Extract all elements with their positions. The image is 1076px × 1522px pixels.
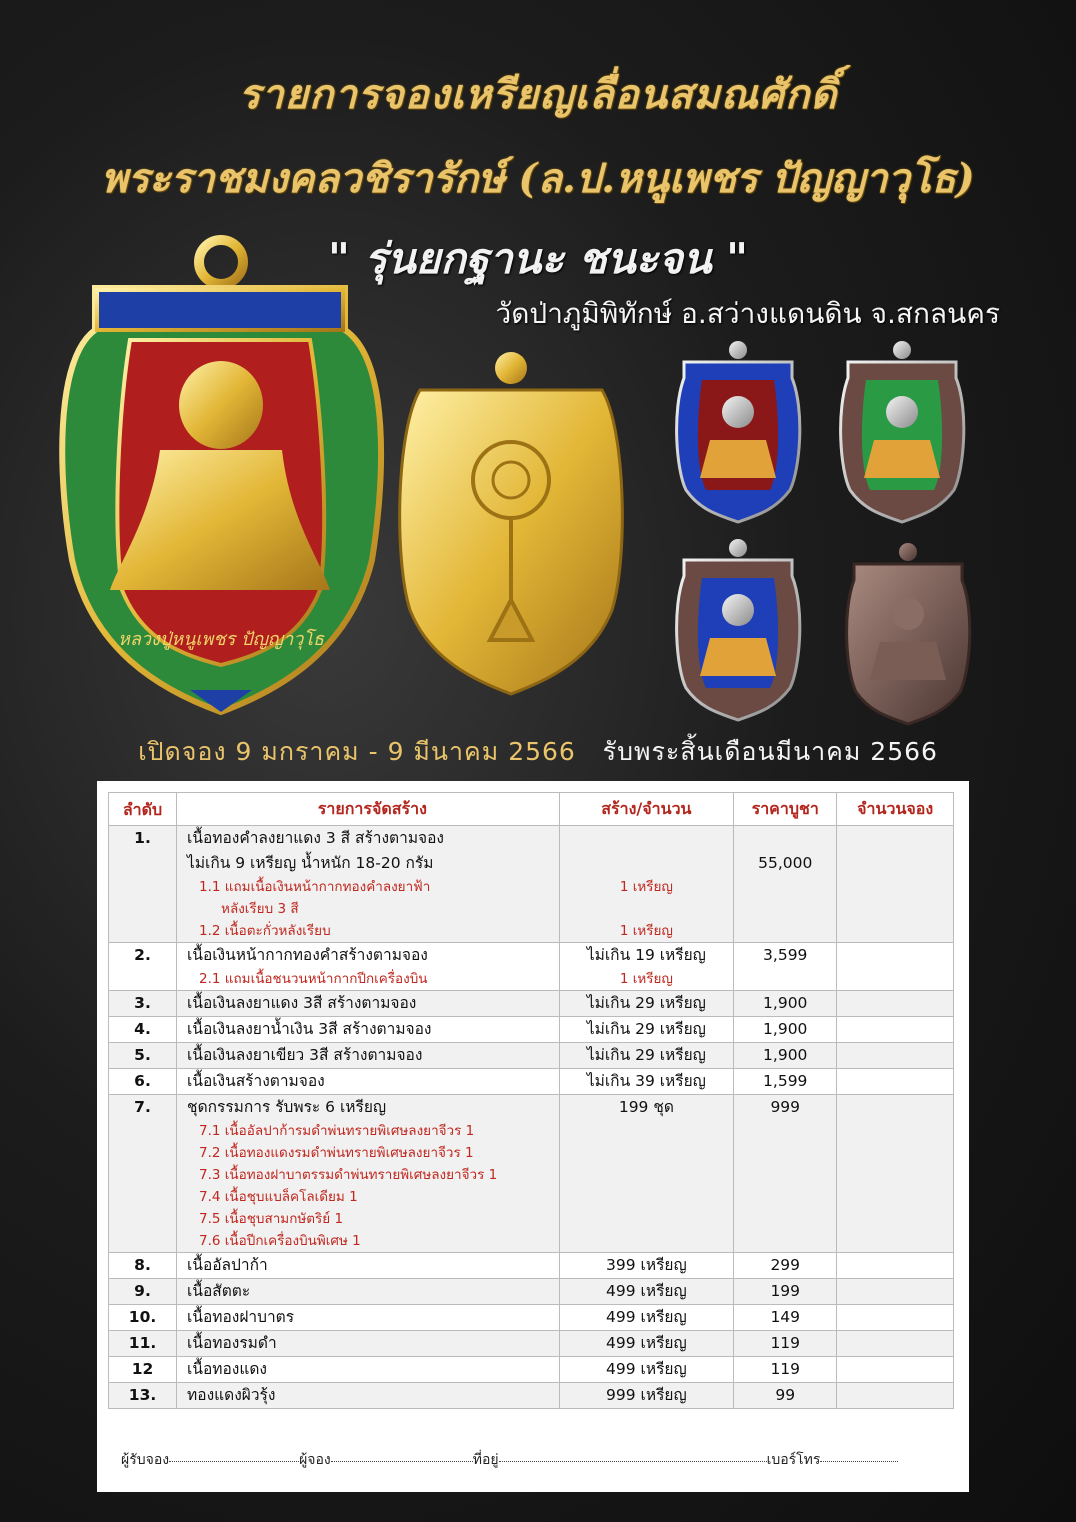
table-row	[109, 1357, 954, 1383]
sub-item: 2.1 แถมเนื้อชนวนหน้ากากปีกเครื่องบิน	[199, 971, 428, 987]
table-row	[109, 991, 954, 1017]
row-item	[177, 1043, 560, 1069]
item-text: ทองแดงผิวรุ้ง	[187, 1386, 276, 1404]
item-text: เนื้อทองรมดำ	[187, 1334, 277, 1352]
row-no: 10.	[109, 1305, 177, 1331]
order-table-panel	[97, 781, 969, 1492]
row-item	[177, 1357, 560, 1383]
booking-cell[interactable]	[837, 826, 954, 943]
item-text: เนื้อทองฝาบาตร	[187, 1308, 295, 1326]
address-field[interactable]	[499, 1449, 767, 1462]
price-value: 199	[770, 1282, 801, 1300]
item-text: เนื้อเงินลงยาน้ำเงิน 3สี สร้างตามจอง	[187, 1020, 432, 1038]
item-text: เนื้อเงินหน้ากากทองคำสร้างตามจอง	[187, 946, 428, 964]
table-row	[109, 1253, 954, 1279]
item-text-2: ไม่เกิน 9 เหรียญ น้ำหนัก 18-20 กรัม	[187, 854, 434, 872]
booker-field[interactable]	[331, 1449, 473, 1462]
price-value: 1,900	[763, 1046, 808, 1064]
medal-inscription: หลวงปู่หนูเพชร ปัญญาวุโธ	[118, 629, 324, 650]
booking-cell[interactable]	[837, 1043, 954, 1069]
item-text: เนื้อสัตตะ	[187, 1282, 251, 1300]
price-value: 3,599	[763, 946, 808, 964]
price-value: 149	[770, 1308, 801, 1326]
address-label: ที่อยู่	[472, 1452, 499, 1468]
row-price	[734, 1069, 837, 1095]
qty-value: ไม่เกิน 29 เหรียญ	[586, 994, 706, 1012]
booking-cell[interactable]	[837, 1069, 954, 1095]
table-row	[109, 1383, 954, 1409]
sub-item: หลังเรียบ 3 สี	[221, 901, 299, 917]
sub-qty: 1 เหรียญ	[619, 923, 673, 939]
small-medal-blue-2	[677, 539, 800, 720]
price-value: 299	[770, 1256, 801, 1274]
booking-cell[interactable]	[837, 1017, 954, 1043]
sub-qty: 1 เหรียญ	[619, 879, 673, 895]
row-price	[734, 1043, 837, 1069]
row-no: 8.	[109, 1253, 177, 1279]
row-item	[177, 1069, 560, 1095]
table-row	[109, 1305, 954, 1331]
booking-cell[interactable]	[837, 943, 954, 991]
booker-label: ผู้จอง	[299, 1452, 331, 1468]
header-no: ลำดับ	[109, 793, 177, 826]
temple-name: วัดป่าภูมิพิทักษ์ อ.สว่างแดนดิน จ.สกลนคร	[495, 297, 1000, 330]
header-price: ราคาบูชา	[734, 793, 837, 826]
sub-qty: 1 เหรียญ	[619, 971, 673, 987]
sub-item: 7.3 เนื้อทองฝาบาตรรมดำพ่นทรายพิเศษลงยาจีวร 1	[199, 1167, 498, 1183]
price-value: 1,900	[763, 1020, 808, 1038]
qty-value: 199 ชุด	[618, 1098, 674, 1116]
booking-cell[interactable]	[837, 1383, 954, 1409]
table-row	[109, 1043, 954, 1069]
item-text: เนื้อเงินลงยาเขียว 3สี สร้างตามจอง	[187, 1046, 423, 1064]
receive-date: รับพระสิ้นเดือนมีนาคม 2566	[602, 737, 938, 766]
qty-value: ไม่เกิน 39 เหรียญ	[586, 1072, 706, 1090]
row-price	[734, 1253, 837, 1279]
sub-item: 7.5 เนื้อชุบสามกษัตริย์ 1	[199, 1211, 344, 1227]
small-medal-green	[841, 341, 964, 522]
header-booking: จำนวนจอง	[837, 793, 954, 826]
table-row	[109, 1279, 954, 1305]
row-no: 12	[109, 1357, 177, 1383]
row-item	[177, 1095, 560, 1253]
sub-item: 7.4 เนื้อชุบแบล็คโลเดียม 1	[199, 1189, 358, 1205]
row-no: 2.	[109, 943, 177, 991]
item-text: เนื้อเงินสร้างตามจอง	[187, 1072, 325, 1090]
row-item	[177, 1331, 560, 1357]
item-text: เนื้อทองแดง	[187, 1360, 267, 1378]
row-no: 3.	[109, 991, 177, 1017]
booking-dates	[0, 732, 1076, 772]
row-price	[734, 826, 837, 943]
table-row	[109, 1331, 954, 1357]
phone-field[interactable]	[820, 1449, 898, 1462]
phone-label: เบอร์โทร	[766, 1452, 821, 1468]
title-line-3: " รุ่นยกฐานะ ชนะจน "	[327, 234, 749, 283]
large-medal-front	[62, 240, 381, 712]
header-qty: สร้าง/จำนวน	[559, 793, 733, 826]
price-value: 999	[770, 1098, 801, 1116]
booking-cell[interactable]	[837, 1279, 954, 1305]
qty-value: ไม่เกิน 29 เหรียญ	[586, 1046, 706, 1064]
row-item	[177, 1017, 560, 1043]
item-text: เนื้ออัลปาก้า	[187, 1256, 268, 1274]
item-text: ชุดกรรมการ รับพระ 6 เหรียญ	[187, 1098, 387, 1116]
row-qty	[559, 991, 733, 1017]
qty-value: 399 เหรียญ	[606, 1256, 687, 1274]
row-no: 6.	[109, 1069, 177, 1095]
receiver-field[interactable]	[169, 1449, 299, 1462]
table-row	[109, 943, 954, 991]
row-price	[734, 1279, 837, 1305]
title-line-2: พระราชมงคลวชิรารักษ์ (ล.ป.หนูเพชร ปัญญาวุโธ)	[101, 155, 975, 202]
row-price	[734, 1095, 837, 1253]
row-qty	[559, 1253, 733, 1279]
row-price	[734, 1383, 837, 1409]
small-medal-copper	[847, 543, 970, 724]
price-value: 1,599	[763, 1072, 808, 1090]
qty-value: ไม่เกิน 19 เหรียญ	[586, 946, 706, 964]
table-row	[109, 1017, 954, 1043]
row-no: 11.	[109, 1331, 177, 1357]
row-price	[734, 991, 837, 1017]
qty-value: 999 เหรียญ	[606, 1386, 687, 1404]
table-row	[109, 826, 954, 943]
booking-cell[interactable]	[837, 1357, 954, 1383]
row-price	[734, 1305, 837, 1331]
sub-item: 7.6 เนื้อปีกเครื่องบินพิเศษ 1	[199, 1233, 361, 1249]
price-value: 99	[775, 1386, 796, 1404]
row-no: 9.	[109, 1279, 177, 1305]
row-qty	[559, 1279, 733, 1305]
row-no: 7.	[109, 1095, 177, 1253]
table-row	[109, 1069, 954, 1095]
row-item	[177, 1279, 560, 1305]
sub-item: 7.1 เนื้ออัลปาก้ารมดำพ่นทรายพิเศษลงยาจีวร 1	[199, 1123, 475, 1139]
row-item	[177, 1305, 560, 1331]
qty-value: 499 เหรียญ	[606, 1282, 687, 1300]
booking-footer	[121, 1449, 951, 1471]
booking-cell[interactable]	[837, 1305, 954, 1331]
row-qty	[559, 1305, 733, 1331]
booking-cell[interactable]	[837, 991, 954, 1017]
booking-cell[interactable]	[837, 1331, 954, 1357]
row-price	[734, 1357, 837, 1383]
row-qty	[559, 1331, 733, 1357]
row-item	[177, 1383, 560, 1409]
sub-item: 7.2 เนื้อทองแดงรมดำพ่นทรายพิเศษลงยาจีวร 1	[199, 1145, 474, 1161]
price-value: 119	[770, 1334, 801, 1352]
title-line-1: รายการจองเหรียญเลื่อนสมณศักดิ์	[238, 71, 838, 118]
row-qty	[559, 1017, 733, 1043]
price-value: 1,900	[763, 994, 808, 1012]
row-qty	[559, 1069, 733, 1095]
booking-cell[interactable]	[837, 1253, 954, 1279]
item-text: เนื้อทองคำลงยาแดง 3 สี สร้างตามจอง	[187, 829, 445, 847]
price-value: 119	[770, 1360, 801, 1378]
sub-item: 1.1 แถมเนื้อเงินหน้ากากทองคำลงยาฟ้า	[199, 879, 431, 895]
row-item	[177, 826, 560, 943]
row-qty	[559, 1383, 733, 1409]
row-qty	[559, 1095, 733, 1253]
row-price	[734, 943, 837, 991]
open-booking-dates: เปิดจอง 9 มกราคม - 9 มีนาคม 2566	[138, 737, 576, 766]
item-text: เนื้อเงินลงยาแดง 3สี สร้างตามจอง	[187, 994, 417, 1012]
sub-item: 1.2 เนื้อตะกั่วหลังเรียบ	[199, 923, 331, 939]
small-medal-blue	[677, 341, 800, 522]
row-no: 5.	[109, 1043, 177, 1069]
order-table	[108, 792, 954, 1409]
row-item	[177, 1253, 560, 1279]
row-qty	[559, 1357, 733, 1383]
row-item	[177, 943, 560, 991]
qty-value: ไม่เกิน 29 เหรียญ	[586, 1020, 706, 1038]
row-no: 4.	[109, 1017, 177, 1043]
row-no: 13.	[109, 1383, 177, 1409]
row-price	[734, 1017, 837, 1043]
price-value: 55,000	[758, 854, 813, 872]
qty-value: 499 เหรียญ	[606, 1334, 687, 1352]
row-qty	[559, 1043, 733, 1069]
row-no: 1.	[109, 826, 177, 943]
header-item: รายการจัดสร้าง	[177, 793, 560, 826]
row-qty	[559, 826, 733, 943]
qty-value: 499 เหรียญ	[606, 1360, 687, 1378]
row-price	[734, 1331, 837, 1357]
qty-value: 499 เหรียญ	[606, 1308, 687, 1326]
row-qty	[559, 943, 733, 991]
medal-images	[0, 0, 1076, 740]
row-item	[177, 991, 560, 1017]
booking-cell[interactable]	[837, 1095, 954, 1253]
receiver-label: ผู้รับจอง	[121, 1452, 170, 1468]
table-row	[109, 1095, 954, 1253]
large-medal-back	[400, 352, 623, 694]
